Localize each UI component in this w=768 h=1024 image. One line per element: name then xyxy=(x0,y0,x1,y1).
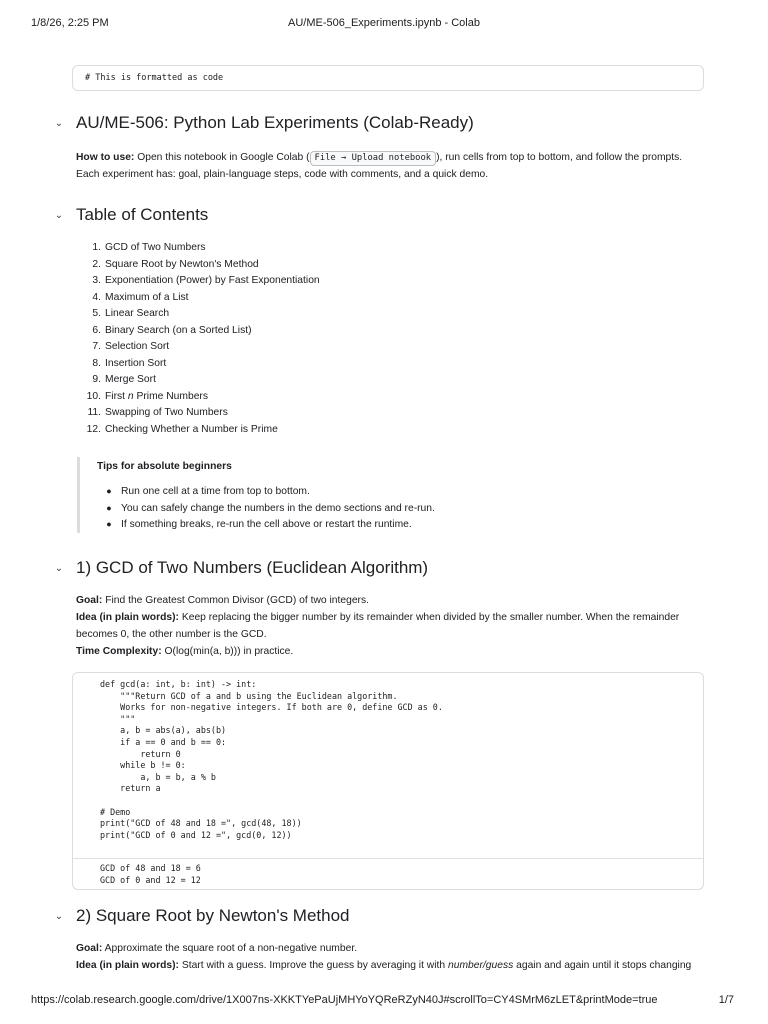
code-cell-gcd[interactable] xyxy=(72,672,704,890)
toc-item: 2. Square Root by Newton's Method xyxy=(92,258,259,270)
how-to-use-text-after: ), run cells from top to bottom, and follow the prompts. xyxy=(436,152,683,163)
output-text: GCD of 48 and 18 = 6 GCD of 0 and 12 = 12 xyxy=(100,863,201,885)
how-to-use-line2: Each experiment has: goal, plain-language steps, code with comments, and a quick demo. xyxy=(76,169,489,180)
section-header-toc xyxy=(52,202,208,228)
how-to-use-label: How to use: xyxy=(76,152,135,163)
toc-item: 12. Checking Whether a Number is Prime xyxy=(86,423,278,435)
print-footer xyxy=(0,994,768,1010)
list-item: ● Run one cell at a time from top to bottom. xyxy=(97,483,435,500)
toc-item: 1. GCD of Two Numbers xyxy=(92,242,206,253)
print-title: AU/ME-506_Experiments.ipynb - Colab xyxy=(288,17,480,29)
tips-title: Tips for absolute beginners xyxy=(97,461,232,472)
how-to-use-text-before: Open this notebook in Google Colab ( xyxy=(134,152,310,163)
sqrt-heading: 2) Square Root by Newton's Method xyxy=(76,906,350,925)
page-title: AU/ME-506: Python Lab Experiments (Colab-Ready) xyxy=(76,113,474,132)
tips-list xyxy=(97,483,435,533)
tips-blockquote xyxy=(77,457,677,533)
toc-item: 9. Merge Sort xyxy=(92,374,156,385)
print-timestamp: 1/8/26, 2:25 PM xyxy=(31,17,109,29)
section-header-sqrt xyxy=(52,903,350,929)
list-item: ● If something breaks, re-run the cell above or restart the runtime. xyxy=(97,516,435,533)
gcd-heading: 1) GCD of Two Numbers (Euclidean Algorithm) xyxy=(76,558,429,577)
gcd-description: Goal: Find the Greatest Common Divisor (GCD) of two integers. Idea (in plain words): Keep replacing the bigger number by its remainder when divided by the smaller number. When the remainder becomes 0, the other number is the GCD. Time Complexity: O(log(min(a, b))) in practice. xyxy=(76,595,680,657)
print-header xyxy=(0,17,768,33)
code-cell-top[interactable] xyxy=(72,65,704,91)
list-item: ● You can safely change the numbers in the demo sections and re-run. xyxy=(97,500,435,517)
chevron-down-icon[interactable]: ⌄ xyxy=(54,117,64,129)
toc-item: 10. First n Prime Numbers xyxy=(86,390,209,402)
toc-item: 7. Selection Sort xyxy=(92,341,170,352)
bullet-icon: ● xyxy=(106,486,112,496)
toc-heading: Table of Contents xyxy=(76,205,209,224)
cell-output xyxy=(73,858,703,891)
chevron-down-icon[interactable]: ⌄ xyxy=(54,910,64,922)
sqrt-description: Goal: Approximate the square root of a non-negative number. Idea (in plain words): Start with a guess. Improve the guess by averaging it with number/guess again and again until it stops changing xyxy=(76,943,692,971)
toc-item: 11. Swapping of Two Numbers xyxy=(87,407,228,418)
chevron-down-icon[interactable]: ⌄ xyxy=(54,562,64,574)
code-line: # This is formatted as code xyxy=(85,73,224,83)
how-to-use-paragraph xyxy=(76,149,706,183)
toc-item: 5. Linear Search xyxy=(92,308,170,319)
section-header-main xyxy=(52,110,474,136)
bullet-icon: ● xyxy=(106,519,112,529)
toc-item: 4. Maximum of a List xyxy=(92,291,189,303)
toc-item: 3. Exponentiation (Power) by Fast Exponentiation xyxy=(92,275,320,286)
inline-code-file-upload: File → Upload notebook xyxy=(310,151,437,166)
chevron-down-icon[interactable]: ⌄ xyxy=(54,209,64,221)
section-header-gcd xyxy=(52,555,428,581)
toc-item: 8. Insertion Sort xyxy=(92,357,167,369)
bullet-icon: ● xyxy=(106,502,112,513)
toc-item: 6. Binary Search (on a Sorted List) xyxy=(92,324,252,336)
code-block: def gcd(a: int, b: int) -> int: """Return GCD of a and b using the Euclidean algorithm. Works for non-negative integers. If both are 0, define GCD as 0. """ a, b = abs(a), abs(b) if a == 0 and b == 0: return 0 while b != 0: a, b = b, a % b return a # Demo print("GCD of 48 and 18 =", gcd(48, 18)) print("GCD of 0 and 12 =", gcd(0, 12)) xyxy=(100,679,443,840)
toc-list xyxy=(84,240,320,438)
page-url: https://colab.research.google.com/drive/1X007ns-XKKTYePaUjMHYoYQReRZyN40J#scrollTo=CY4SMrM6zLET&printMode=true xyxy=(31,994,658,1006)
page-number: 1/7 xyxy=(718,994,734,1006)
